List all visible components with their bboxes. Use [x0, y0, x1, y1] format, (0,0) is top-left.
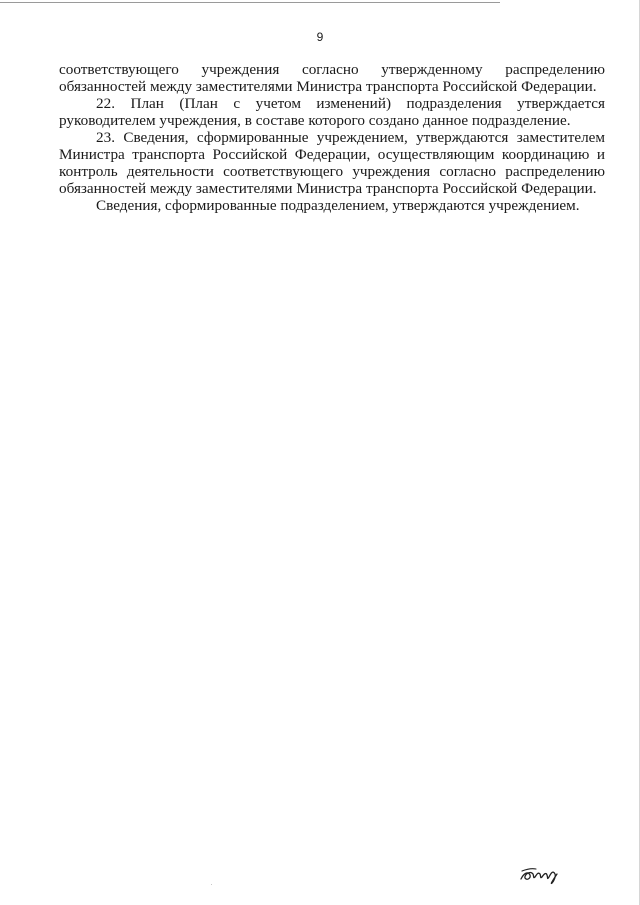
scan-speck: [211, 884, 212, 885]
paragraph-23: 23. Сведения, сформированные учреждением, утверждаются заместителем Министра транспорта Российской Федерации, осуществляющим координацию и контроль деятельности соответствующего учреждения согласно распределению обязанностей между заместителями Министра транспорта Российской Федерации.: [59, 129, 605, 197]
handwritten-signature: [519, 862, 563, 886]
paragraph-22: 22. План (План с учетом изменений) подразделения утверждается руководителем учреждения, в составе которого создано данное подразделение.: [59, 95, 605, 129]
page-number: 9: [316, 30, 324, 44]
paragraph-approval: Сведения, сформированные подразделением, утверждаются учреждением.: [96, 197, 580, 214]
top-border-line: [0, 2, 500, 3]
paragraph-continuation: соответствующего учреждения согласно утвержденному распределению обязанностей между заместителями Министра транспорта Российской Федерации.: [59, 61, 605, 95]
document-body: [59, 61, 605, 214]
